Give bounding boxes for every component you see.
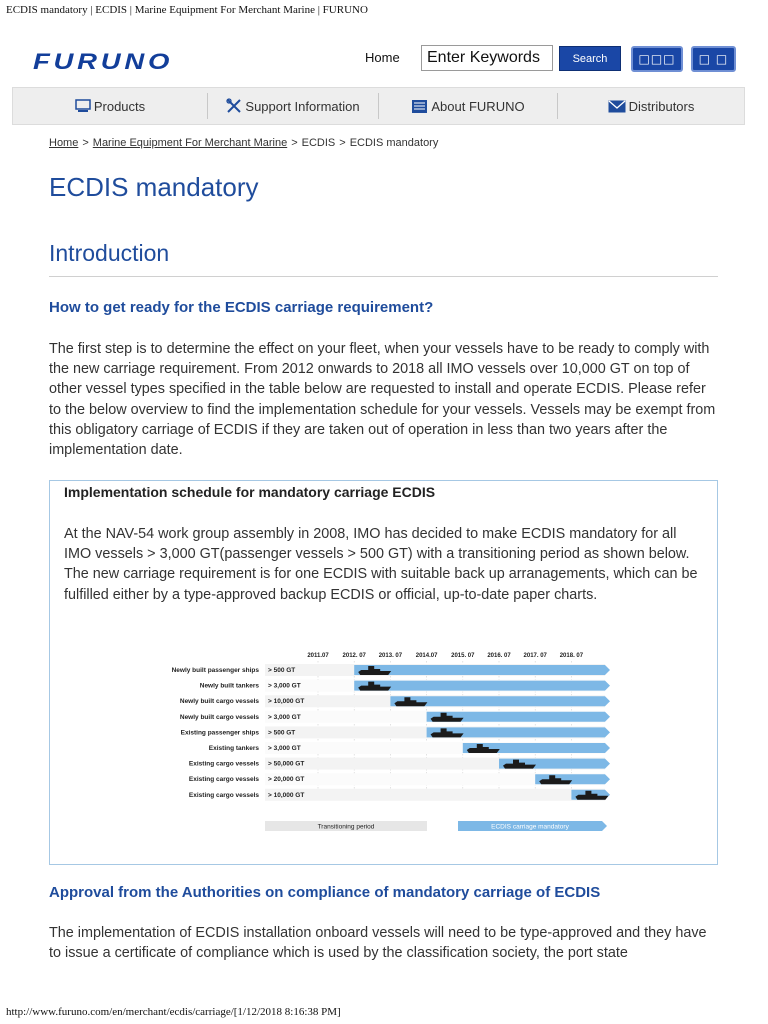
legend-mandatory-label: ECDIS carriage mandatory (491, 823, 569, 831)
schedule-gt-label: > 10,000 GT (268, 698, 305, 706)
schedule-vessel-label: Existing cargo vessels (188, 776, 259, 784)
schedule-year-label: 2012. 07 (342, 653, 366, 659)
breadcrumb-separator: > (339, 137, 346, 149)
schedule-year-label: 2015. 07 (451, 653, 475, 659)
schedule-year-labels (307, 653, 583, 659)
browser-url-footer: http://www.furuno.com/en/merchant/ecdis/carriage/[1/12/2018 8:16:38 PM] (6, 1006, 341, 1018)
schedule-year-label: 2018. 07 (559, 653, 584, 659)
section-divider (49, 276, 718, 277)
tools-icon (226, 98, 242, 114)
mail-icon (608, 100, 626, 113)
furuno-logo[interactable]: FURUNO (33, 49, 174, 74)
breadcrumb-separator: > (82, 137, 89, 149)
schedule-year-label: 2017. 07 (523, 653, 547, 659)
schedule-row-band (265, 789, 605, 801)
schedule-box-paragraph-2: The new carriage requirement is for one ECDIS with suitable back up arranagements, which can be fulfilled either by a type-approved backup ECDIS or official, up-to-date paper charts. (64, 566, 698, 603)
schedule-vessel-label: Existing passenger ships (180, 729, 259, 737)
schedule-mandatory-bar (354, 665, 610, 675)
nav-item-about[interactable] (379, 88, 557, 124)
building-icon (411, 99, 428, 114)
nav-label-distributors: Distributors (628, 98, 695, 114)
schedule-vessel-label: Existing tankers (208, 745, 259, 752)
language-button-1[interactable]: □□□ (631, 46, 683, 72)
schedule-vessel-label: Newly built cargo vessels (179, 698, 259, 706)
search-input[interactable] (421, 45, 553, 71)
nav-item-distributors[interactable] (558, 88, 744, 124)
schedule-box-paragraph-1: At the NAV-54 work group assembly in 2008, IMO has decided to make ECDIS mandatory for all IMO vessels > 3,000 GT(passenger vessels > 500 GT) with a transitioning period as shown below. (64, 526, 690, 563)
schedule-rows (172, 664, 610, 801)
approval-paragraph: The implementation of ECDIS installation onboard vessels will need to be type-approved and they have to issue a certificate of compliance which is used by the classification society, the port state (49, 925, 707, 962)
schedule-gt-label: > 3,000 GT (268, 713, 301, 721)
nav-label-products: Products (93, 98, 146, 114)
breadcrumb (49, 137, 438, 149)
main-nav (12, 87, 745, 125)
breadcrumb-ecdis: ECDIS (301, 137, 336, 149)
schedule-year-label: 2016. 07 (487, 653, 511, 659)
intro-paragraph: The first step is to determine the effect on your fleet, when your vessels have to be ready to comply with the new carriage requirement. From 2012 onwards to 2018 all IMO vessels over 10,000 GT on top of other vessel types specified in the table below are requested to install and operate ECDIS. Please refer to the below overview to find the implementation schedule for your vessels. Vessels may be exempt from this obligatory carriage of ECDIS if they are taken out of operation in less than two years after the implementation date. (49, 341, 716, 459)
schedule-vessel-label: Newly built tankers (199, 682, 259, 690)
browser-page-title: ECDIS mandatory | ECDIS | Marine Equipment For Merchant Marine | FURUNO (6, 4, 368, 16)
nav-item-support[interactable] (208, 88, 378, 124)
schedule-vessel-label: Newly built cargo vessels (179, 713, 259, 721)
site-header (0, 40, 768, 80)
schedule-legend (265, 821, 607, 831)
schedule-vessel-label: Existing cargo vessels (188, 760, 259, 768)
schedule-gt-label: > 500 GT (268, 729, 296, 737)
breadcrumb-merchant-marine[interactable]: Marine Equipment For Merchant Marine (92, 137, 288, 149)
schedule-gt-label: > 20,000 GT (268, 776, 305, 784)
nav-item-products[interactable] (13, 88, 207, 124)
schedule-gt-label: > 500 GT (268, 667, 296, 674)
breadcrumb-home[interactable]: Home (49, 137, 79, 149)
schedule-mandatory-bar (354, 681, 610, 691)
subheading-approval: Approval from the Authorities on compliance of mandatory carriage of ECDIS (49, 884, 601, 901)
schedule-gt-label: > 3,000 GT (268, 682, 301, 690)
schedule-box-text (64, 524, 704, 605)
schedule-year-label: 2013. 07 (378, 653, 403, 659)
schedule-gt-label: > 3,000 GT (268, 745, 301, 752)
language-button-2[interactable]: □ □ (691, 46, 736, 72)
legend-transition-label: Transitioning period (317, 823, 375, 831)
schedule-box-title: Implementation schedule for mandatory carriage ECDIS (64, 484, 436, 500)
subheading-carriage-requirement: How to get ready for the ECDIS carriage requirement? (49, 299, 434, 316)
breadcrumb-separator: > (291, 137, 298, 149)
schedule-vessel-label: Newly built passenger ships (171, 667, 259, 674)
schedule-year-label: 2011.07 (307, 653, 329, 659)
section-title: Introduction (49, 240, 170, 266)
schedule-year-label: 2014.07 (415, 653, 438, 659)
nav-label-about: About FURUNO (431, 98, 525, 114)
home-link[interactable]: Home (365, 50, 400, 65)
schedule-gt-label: > 50,000 GT (268, 760, 305, 768)
monitor-icon (75, 99, 91, 113)
page-title: ECDIS mandatory (49, 172, 259, 202)
nav-label-support: Support Information (245, 98, 360, 114)
schedule-vessel-label: Existing cargo vessels (188, 791, 259, 799)
implementation-schedule-chart (100, 645, 640, 840)
search-button[interactable]: Search (559, 46, 621, 71)
schedule-gt-label: > 10,000 GT (268, 791, 305, 799)
breadcrumb-current: ECDIS mandatory (349, 137, 439, 149)
